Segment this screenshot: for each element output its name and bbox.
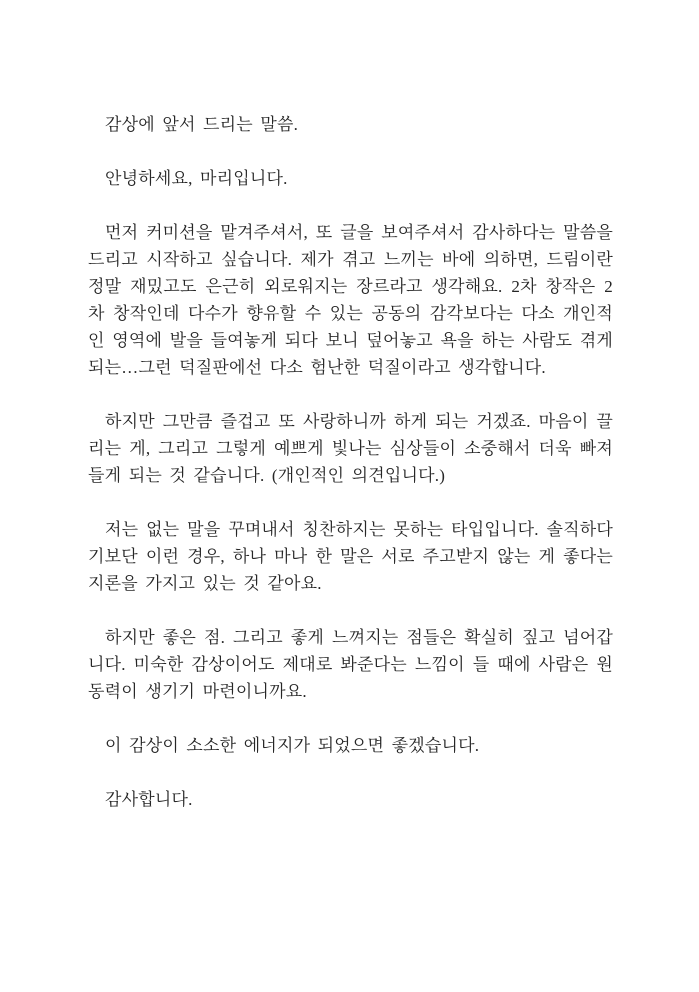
paragraph-thank-you: 감사합니다. <box>105 790 193 809</box>
paragraph-greeting-title: 감상에 앞서 드리는 말씀. <box>105 115 299 134</box>
paragraph-energy-wish: 이 감상이 소소한 에너지가 되었으면 좋겠습니다. <box>105 736 480 755</box>
paragraph-hello: 안녕하세요, 마리입니다. <box>105 169 288 188</box>
paragraph-love-of-genre: 하지만 그만큼 즐겁고 또 사랑하니까 하게 되는 거겠죠. 마음이 끌리는 게, 그리고 그렇게 예쁘게 빛나는 심상들이 소중해서 더욱 빠져들게 되는 것 같습니다. (개인적인 의견입니다.) <box>88 412 613 485</box>
paragraph-good-points: 하지만 좋은 점. 그리고 좋게 느껴지는 점들은 확실히 짚고 넘어갑니다. 미숙한 감상이어도 제대로 봐준다는 느낌이 들 때에 사람은 원동력이 생기기 마련이니까요. <box>88 628 613 701</box>
paragraph-honesty-policy: 저는 없는 말을 꾸며내서 칭찬하지는 못하는 타입입니다. 솔직하다기보단 이런 경우, 하나 마나 한 말은 서로 주고받지 않는 게 좋다는 지론을 가지고 있는 것 같아요. <box>88 520 613 593</box>
paragraph-thanks-intro: 먼저 커미션을 맡겨주셔서, 또 글을 보여주셔서 감사하다는 말씀을 드리고 시작하고 싶습니다. 제가 겪고 느끼는 바에 의하면, 드림이란 정말 재밌고도 은근히 외로워지는 장르라고 생각해요. 2차 창작은 2차 창작인데 다수가 향유할 수 있는 공동의 감각보다는 다소 개인적인 영역에 발을 들여놓게 되다 보니 덮어놓고 욕을 하는 사람도 겪게 되는…그런 덕질판에선 다소 험난한 덕질이라고 생각합니다. <box>88 223 613 377</box>
